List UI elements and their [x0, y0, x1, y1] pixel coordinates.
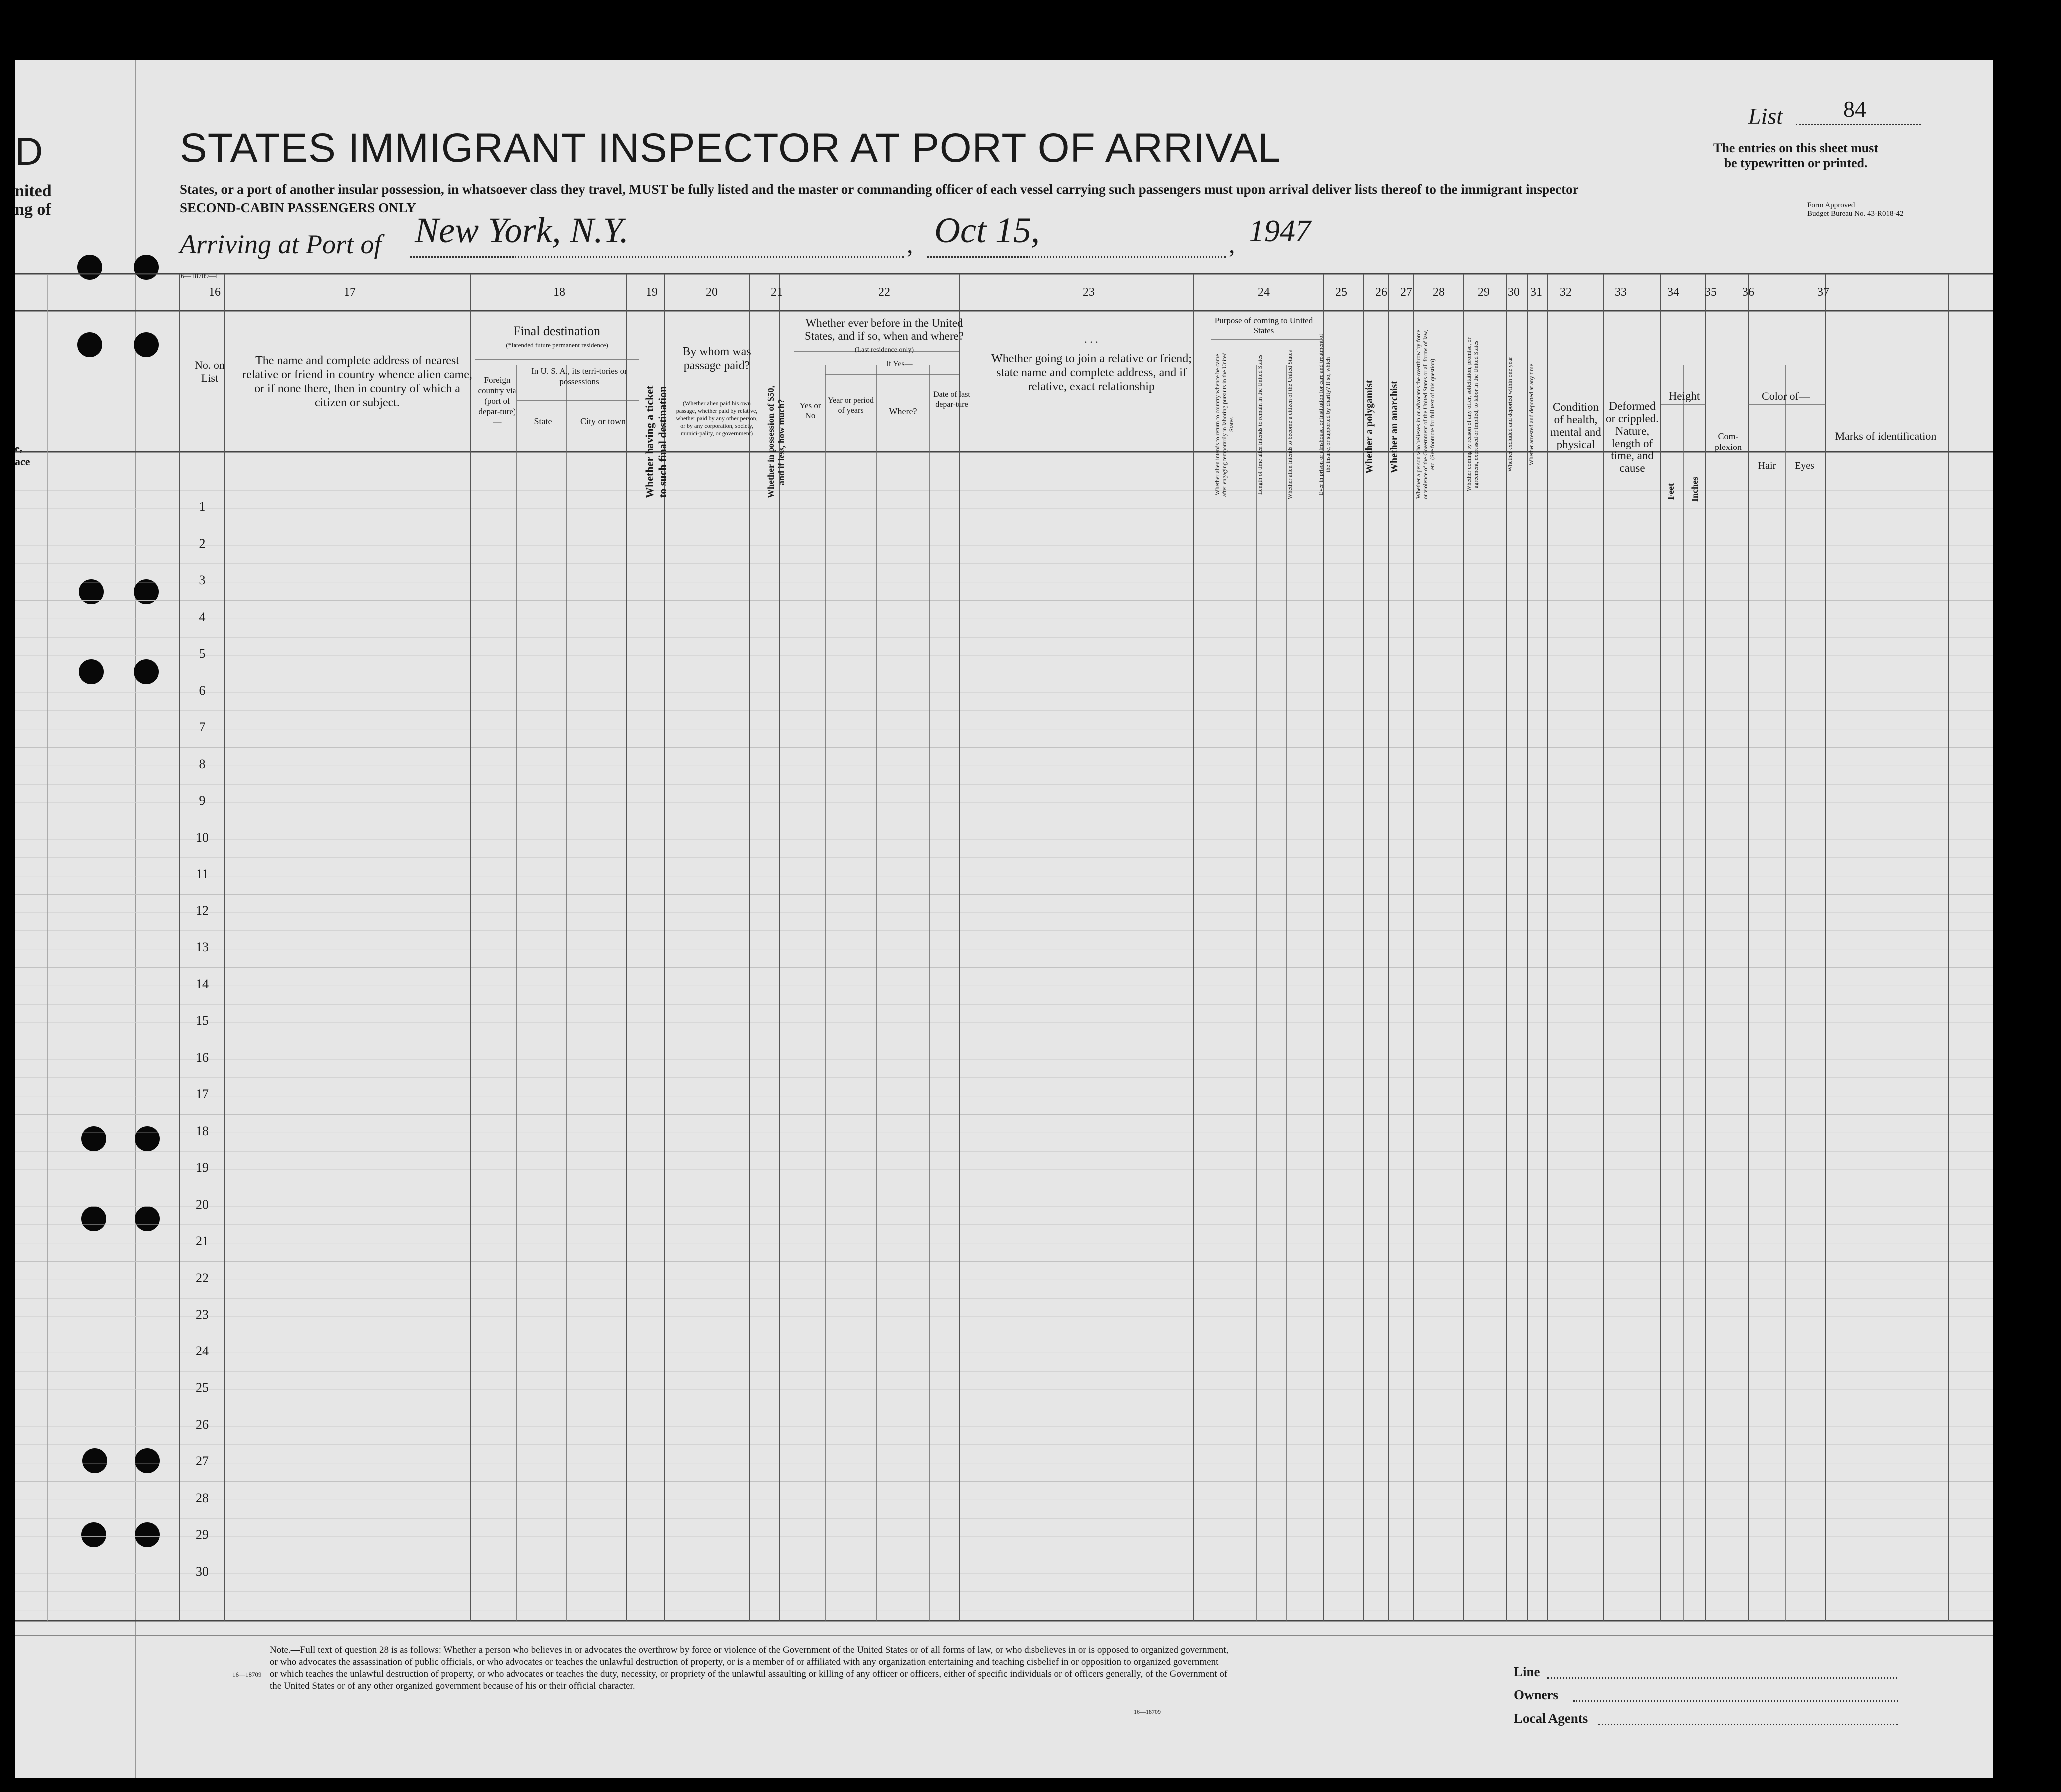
col-25-header: Ever in prison or almshouse, or institution for care and treatment of the insane, or supported by charity? If so, which [1317, 334, 1331, 495]
row-number: 21 [196, 1234, 209, 1248]
col-22-date: Date of last depar-ture [933, 390, 970, 409]
col-30-num: 30 [1508, 286, 1520, 299]
col-18-usa: In U. S. A., its terri-tories or possessions [531, 366, 627, 386]
row-number: 16 [196, 1050, 209, 1065]
col-26-num: 26 [1375, 286, 1387, 299]
row-number: 5 [199, 646, 206, 661]
comma: , [907, 230, 913, 258]
col-18-foreign: Foreign country via (port of depar-ture)— [478, 375, 516, 427]
row-number: 11 [196, 867, 209, 881]
col-33-header: Deformed or crippled. Nature, length of time, and cause [1605, 400, 1659, 474]
year-handwritten: 1947 [1249, 214, 1311, 248]
list-label: List [1748, 103, 1783, 129]
row-number: 14 [196, 976, 209, 991]
col-25-num: 25 [1335, 286, 1347, 299]
col-18-city: City or town [580, 416, 626, 426]
col-36-hair: Hair [1758, 460, 1776, 471]
local-agents-underline [1598, 1724, 1898, 1725]
col-28-num: 28 [1433, 286, 1445, 299]
col-23-header: Whether going to join a relative or friend; state name and complete address, and if relative, exact relationship [991, 352, 1192, 393]
col-24-b: Length of time alien intends to remain in the United States [1256, 354, 1263, 495]
col-18-state: State [534, 416, 552, 426]
manifest-grid [15, 60, 1993, 1778]
col-16-header: No. on List [195, 359, 225, 384]
form-number: 16—18709—I [177, 273, 218, 280]
col-34-inches: Inches [1690, 477, 1700, 502]
row-number: 23 [196, 1307, 209, 1322]
row-number: 29 [196, 1527, 209, 1542]
page-title: STATES IMMIGRANT INSPECTOR AT PORT OF ARRIVAL [180, 125, 1281, 171]
col-34-feet: Feet [1666, 483, 1676, 500]
row-number: 18 [196, 1123, 209, 1138]
cabin-class: SECOND-CABIN PASSENGERS ONLY [180, 200, 416, 215]
col-22-num: 22 [878, 286, 890, 299]
row-number: 6 [199, 683, 206, 698]
col-17-num: 17 [344, 286, 356, 299]
form-approved-line-1: Form Approved [1807, 201, 1855, 209]
col-35-num: 35 [1705, 286, 1717, 299]
col-24-header: Purpose of coming to United States [1214, 316, 1313, 335]
row-number: 3 [199, 573, 206, 587]
subtitle: States, or a port of another insular possession, in whatsoever class they travel, MUST be fully listed and the master or commanding officer of each vessel carrying such passengers must upon arrival deliver lists thereof to the immigrant inspector [180, 182, 1579, 197]
col-22-sub: (Last residence only) [854, 346, 914, 354]
arriving-label: Arriving at Port of [180, 229, 382, 259]
row-number: 28 [196, 1490, 209, 1505]
edge-line-1: nited [15, 182, 52, 200]
edge-line-2: ng of [15, 200, 51, 219]
col-20-header: By whom was passage paid? [682, 345, 751, 372]
col-37-header: Marks of identification [1835, 430, 1937, 442]
col-23-num: 23 [1083, 286, 1095, 299]
row-number: 22 [196, 1270, 209, 1285]
col-34-header: Height [1668, 390, 1700, 402]
col-18-header: Final destination [513, 324, 601, 338]
col-37-num: 37 [1817, 286, 1829, 299]
col-22-where: Where? [889, 406, 917, 416]
col-16-num: 16 [209, 286, 221, 299]
col-26-header: Whether a polygamist [1364, 380, 1375, 474]
form-number-bottom: 16—18709 [232, 1671, 262, 1678]
row-number: 13 [196, 940, 209, 954]
line-underline [1547, 1677, 1897, 1679]
row-number: 26 [196, 1417, 209, 1432]
col-18-sub: (*Intended future permanent residence) [506, 341, 608, 349]
row-number: 19 [196, 1160, 209, 1175]
col-36-eyes: Eyes [1795, 460, 1814, 471]
col-21-num: 21 [771, 286, 783, 299]
row-number: 8 [199, 756, 206, 771]
owners-underline [1573, 1700, 1898, 1702]
footnote-q28: Note.—Full text of question 28 is as follows: Whether a person who believes in or advocates the overthrow by force or violence of the Government of the United States or of all forms of law, or who disbelieves in or is opposed to organized government, or who advocates the assassination of public officials, or who advocates or teaches the unlawful destruction of property, or is a member of or affiliated with any organization entertaining and teaching disbelief in or opposition to organized government or which teaches the unlawful destruction of property, or who advocates or teaches the duty, necessity, or propriety of the unlawful assaulting or killing of any officer or officers, either of specific individuals or of officers generally, of the Government of the United States or of any other organized government because of his or their official character. [270, 1645, 1229, 1691]
manifest-sheet [15, 60, 1993, 1778]
local-agents-label: Local Agents [1514, 1711, 1588, 1726]
row-number: 17 [196, 1087, 209, 1101]
col-17-header: The name and complete address of nearest relative or friend in country whence alien came, or if none there, then in country of which a citizen or subject. [242, 354, 472, 409]
col-23-dots: . . . [1084, 333, 1098, 345]
col-28-header: Whether a person who believes in or advocates the overthrow by force or violence of the Government of the United States or all forms of law, etc. (See footnote for full text of this question) [1415, 330, 1436, 499]
col-29-header: Whether coming by reason of any offer, solicitation, promise, or agreement, expressed or implied, to labor in the United States [1465, 337, 1479, 492]
row-number: 10 [196, 830, 209, 845]
col-18-num: 18 [553, 286, 565, 299]
col-24-a: Whether alien intends to return to country whence he came after engaging temporarily in laboring pursuits in the United States [1214, 352, 1235, 497]
col-29-num: 29 [1478, 286, 1490, 299]
port-handwritten: New York, N.Y. [415, 210, 629, 250]
owners-label: Owners [1514, 1687, 1558, 1702]
col-35-header: Com-plexion [1715, 431, 1742, 452]
col-19-header: Whether having a ticket to such final destination [643, 385, 669, 499]
col-31-header: Whether arrested and deported at any time [1528, 364, 1535, 465]
row-number: 1 [199, 499, 206, 514]
typewritten-note-line-2: be typewritten or printed. [1724, 156, 1868, 170]
line-label: Line [1514, 1664, 1540, 1679]
list-number: 84 [1843, 96, 1866, 122]
col-36-num: 36 [1742, 286, 1754, 299]
col-20-num: 20 [706, 286, 718, 299]
form-number-note: 16—18709 [1134, 1708, 1161, 1715]
col-24-num: 24 [1258, 286, 1270, 299]
col-32-num: 32 [1560, 286, 1572, 299]
row-number: 9 [199, 793, 206, 808]
row-number: 12 [196, 903, 209, 918]
col-22-ifyes: If Yes— [886, 360, 913, 368]
row-number: 2 [199, 536, 206, 551]
comma: , [1229, 230, 1235, 258]
col-21-header: Whether in possession of $50, and if less, how much? [766, 385, 786, 499]
row-number: 7 [199, 720, 206, 734]
typewritten-note-line-1: The entries on this sheet must [1713, 141, 1879, 155]
col-24-c: Whether alien intends to become a citizen of the United States [1286, 350, 1293, 499]
col-22-yesno: Yes or No [799, 401, 821, 420]
edge-line-3: e, [15, 442, 23, 454]
col-34-num: 34 [1667, 286, 1679, 299]
col-22-header: Whether ever before in the United States, and if so, when and where? [804, 317, 964, 342]
col-19-num: 19 [646, 286, 658, 299]
row-number: 4 [199, 609, 206, 624]
row-number: 15 [196, 1013, 209, 1028]
row-number: 25 [196, 1380, 209, 1395]
col-22-year: Year or period of years [828, 396, 874, 415]
col-20-sub: (Whether alien paid his own passage, whether paid by relative, whether paid by any other person, or by any corporation, society, munici-pality, or government) [676, 400, 758, 437]
edge-line-4: ace [15, 455, 30, 468]
row-number: 20 [196, 1197, 209, 1212]
col-31-num: 31 [1530, 286, 1542, 299]
col-27-num: 27 [1400, 286, 1412, 299]
form-approved-line-2: Budget Bureau No. 43-R018-42 [1807, 210, 1904, 218]
col-30-header: Whether excluded and deported within one year [1506, 357, 1513, 472]
col-32-header: Condition of health, mental and physical [1550, 401, 1601, 450]
edge-letter: D [15, 129, 43, 173]
row-number: 30 [196, 1564, 209, 1579]
date-handwritten: Oct 15, [934, 210, 1040, 250]
col-36-header: Color of— [1762, 390, 1810, 402]
row-number: 24 [196, 1344, 209, 1358]
row-number: 27 [196, 1454, 209, 1468]
col-27-header: Whether an anarchist [1389, 381, 1400, 473]
col-33-num: 33 [1615, 286, 1627, 299]
